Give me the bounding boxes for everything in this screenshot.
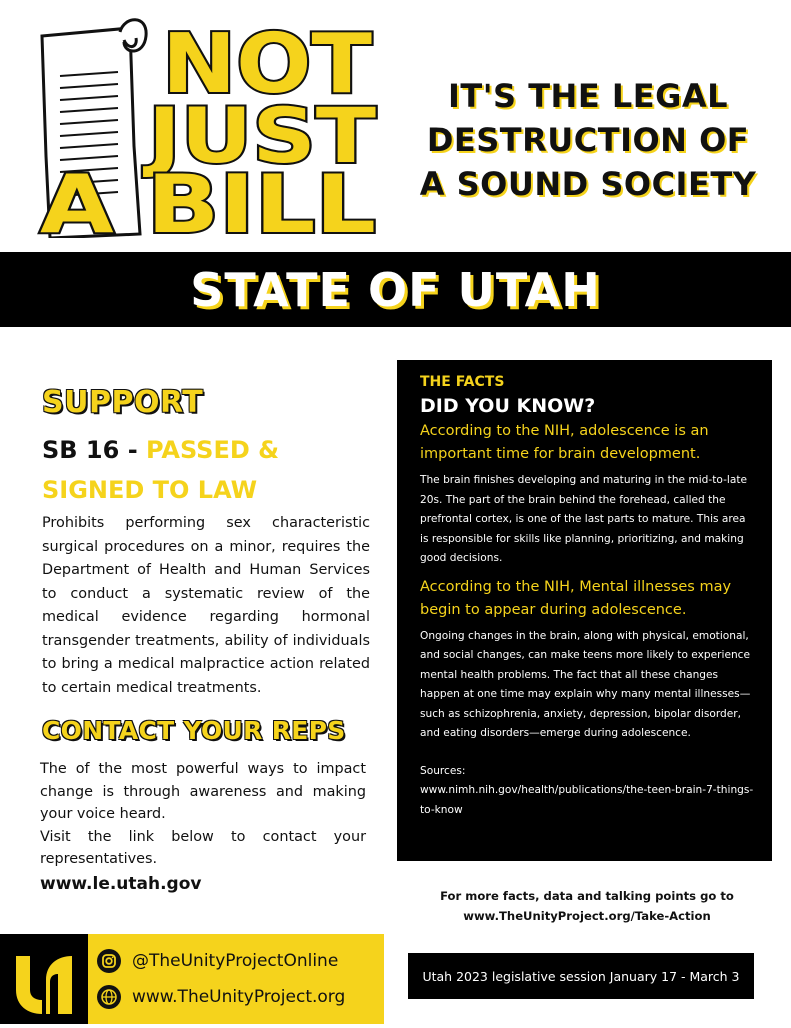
headline-line-3: A SOUND SOCIETY	[419, 165, 757, 203]
website-row[interactable]	[96, 984, 345, 1010]
contact-paragraph-2: Visit the link below to contact your representatives.	[40, 828, 366, 867]
instagram-row[interactable]	[96, 948, 338, 974]
logo-word-not: NOT	[162, 17, 373, 112]
instagram-handle: @TheUnityProjectOnline	[132, 951, 339, 971]
session-dates	[408, 953, 754, 999]
bill-status-passed: PASSED &	[146, 436, 280, 464]
facts-highlight-2: According to the NIH, Mental illnesses may begin to appear during adolescence.	[420, 578, 732, 618]
contact-description	[40, 758, 366, 871]
logo-word-a-bill: A BILL	[40, 158, 376, 238]
legislature-link[interactable]: www.le.utah.gov	[40, 874, 202, 894]
website-link: www.TheUnityProject.org	[132, 987, 346, 1007]
state-banner	[0, 252, 791, 327]
facts-label: THE FACTS	[420, 374, 505, 390]
unity-project-logo	[0, 934, 88, 1024]
take-action-link[interactable]: www.TheUnityProject.org/Take-Action	[463, 909, 711, 923]
bill-id: SB 16 -	[42, 436, 147, 464]
headline	[392, 74, 784, 206]
session-text: Utah 2023 legislative session January 17 - March 3	[422, 968, 740, 984]
social-panel	[88, 934, 384, 1024]
facts-sources	[420, 762, 757, 821]
facts-box	[397, 360, 772, 861]
bill-status-signed: SIGNED TO LAW	[42, 476, 258, 504]
support-heading: SUPPORT	[42, 385, 204, 420]
sources-link[interactable]: www.nimh.nih.gov/health/publications/the-teen-brain-7-things-to-know	[420, 784, 754, 816]
more-info	[404, 886, 770, 926]
sources-label: Sources:	[420, 764, 466, 777]
facts-question: DID YOU KNOW?	[420, 395, 596, 417]
facts-body-1: The brain finishes developing and maturing in the mid-to-late 20s. The part of the brain behind the forehead, called the prefrontal cortex, is one of the last parts to mature. This area is responsible for skills like planning, prioritizing, and making good decisions.	[420, 474, 747, 564]
bill-description: Prohibits performing sex characteristic surgical procedures on a minor, requires the Department of Health and Human Services to conduct a systematic review of the medical evidence regarding hormonal transgender treatments, ability of individuals to bring a medical malpractice action related to certain medical treatments.	[42, 515, 370, 696]
contact-heading: CONTACT YOUR REPS	[42, 716, 346, 745]
globe-icon	[96, 984, 122, 1010]
headline-line-1: IT'S THE LEGAL	[448, 77, 728, 115]
bill-status-line-1	[42, 432, 279, 468]
contact-paragraph-1: The of the most powerful ways to impact change is through awareness and making your voice heard.	[40, 761, 366, 822]
state-title: STATE OF UTAH	[190, 262, 601, 317]
headline-line-2: DESTRUCTION OF	[426, 121, 750, 159]
more-info-text: For more facts, data and talking points go to	[440, 889, 734, 903]
logo-word-just: JUST	[142, 91, 377, 180]
facts-highlight-1: According to the NIH, adolescence is an important time for brain development.	[420, 423, 709, 462]
not-just-a-bill-logo	[12, 6, 384, 238]
unity-logo-icon	[0, 934, 88, 1024]
instagram-icon	[96, 948, 122, 974]
facts-body-2: Ongoing changes in the brain, along with physical, emotional, and social changes, can make teens more likely to experience mental health problems. The fact that all these changes happen at one time may explain why many mental illnesses—such as schizophrenia, anxiety, depression, bipolar disorder, and eating disorders—emerge during adolescence.	[420, 629, 751, 739]
